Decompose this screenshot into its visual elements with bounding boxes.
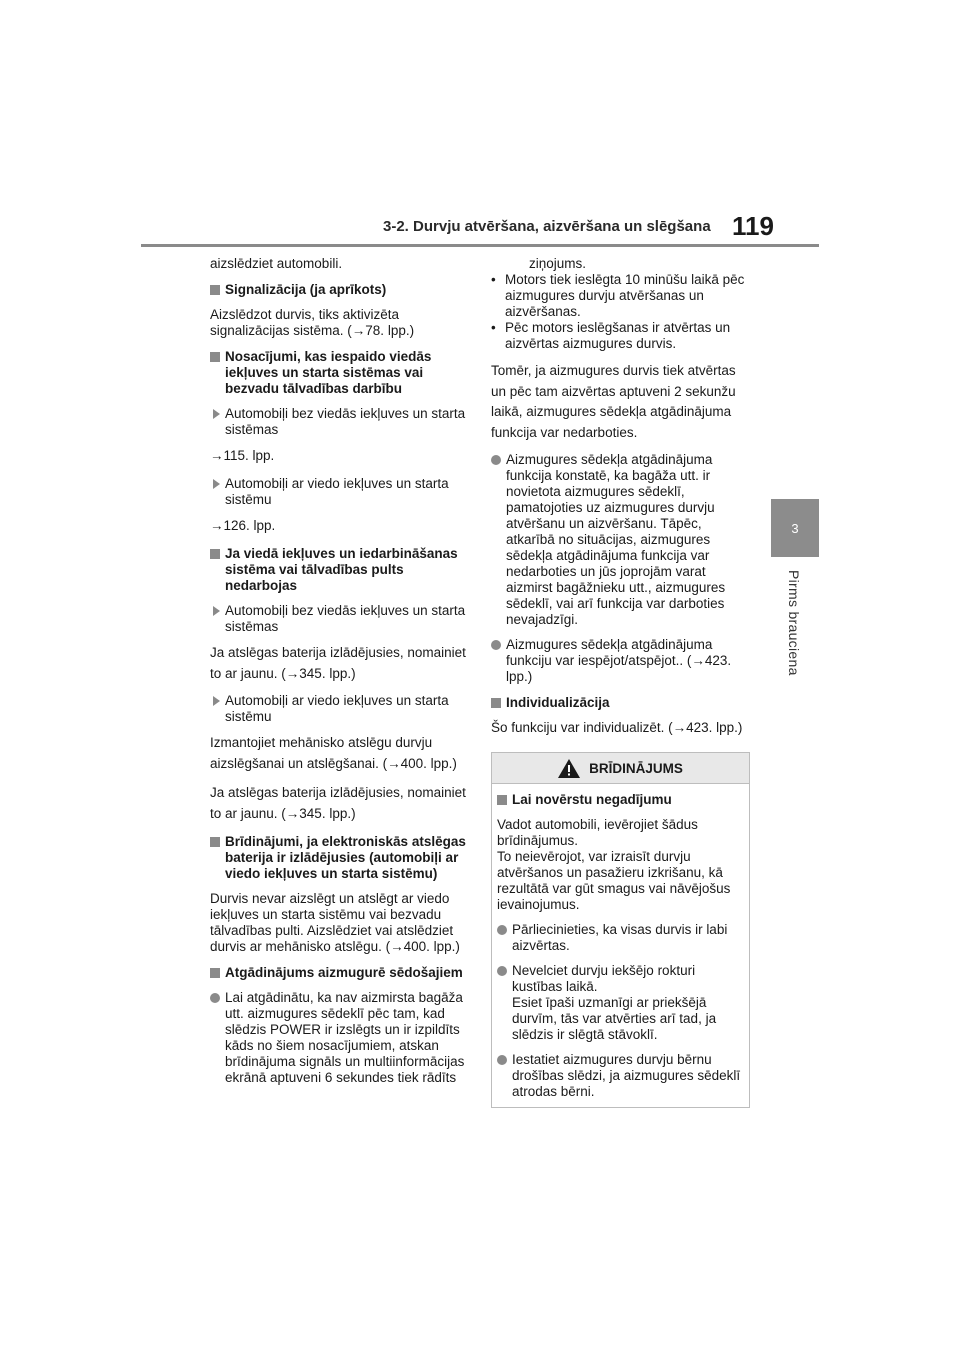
circle-bullet-icon xyxy=(497,925,507,935)
left-column xyxy=(210,256,472,1095)
circle-bullet-icon xyxy=(497,966,507,976)
heading-signalization: Signalizācija (ja aprīkots) xyxy=(210,282,472,298)
conditions-item-no-smart: Automobiļi bez viedās iekļuves un starta sistēmas xyxy=(210,406,472,438)
signalization-text: Aizslēdzot durvis, tiks aktivizēta signalizācijas sistēma. (→78. lpp.) xyxy=(210,307,415,338)
not-working-item-smart: Automobiļi ar viedo iekļuves un starta sistēmu xyxy=(210,693,472,725)
warning-item-child-lock: Iestatiet aizmugures durvju bērnu drošības slēdzi, ja aizmugures sēdeklī atrodas bērni. xyxy=(497,1052,745,1100)
reminder-detail-item: Aizmugures sēdekļa atgādinājuma funkcija konstatē, ka bagāža utt. ir novietota aizmugures sēdeklī, pamatojoties uz aizmugures durvju atvēršanu un aizvēršanu. Tāpēc, atkarībā no situācijas, aizmugures sēdekļa atgādinājuma funkcija var nedarboties un jūs joprojām varat aizmirst bagāžnieku utt., aizmugures sēdeklī, vai arī funkcija var darboties nevajadzīgi. xyxy=(491,452,753,628)
page-reference[interactable]: →126. lpp. xyxy=(210,517,276,533)
continuation-text: ziņojums. xyxy=(529,256,587,271)
page-reference[interactable]: →115. lpp. xyxy=(210,448,275,463)
circle-bullet-icon xyxy=(210,993,220,1003)
chapter-tab xyxy=(771,499,819,557)
chapter-number: 3 xyxy=(791,520,799,536)
heading-rear-reminder: Atgādinājums aizmugurē sēdošajiem xyxy=(210,965,472,981)
warning-item-inner-handle: Nevelciet durvju iekšējo rokturi kustības laikā. Esiet īpaši uzmanīgi ar priekšējā durvīm, tās var atvērties arī tad, ja slēdzis ir slēgtā stāvoklī. xyxy=(497,963,745,1043)
triangle-bullet-icon xyxy=(213,479,220,489)
triangle-bullet-icon xyxy=(213,409,220,419)
chapter-title: Pirms brauciena xyxy=(786,570,802,676)
heading-battery-warning: Brīdinājumi, ja elektroniskās atslēgas baterija ir izlādējusies (automobiļi ar viedo iekļuves un starta sistēmu) xyxy=(210,834,472,882)
heading-prevent-accident: Lai novērstu negadījumu xyxy=(497,792,745,808)
square-bullet-icon xyxy=(210,837,220,847)
square-bullet-icon xyxy=(497,795,507,805)
heading-conditions: Nosacījumi, kas iespaido viedās iekļuves un starta sistēmas vai bezvadu tālvadības darbību xyxy=(210,349,472,397)
warning-box xyxy=(491,752,750,1108)
circle-bullet-icon xyxy=(491,640,501,650)
battery-replace-text: Ja atslēgas baterija izlādējusies, nomainiet to ar jaunu. (→345. lpp.) xyxy=(210,645,466,681)
mechanical-key-text: Izmantojiet mehānisko atslēgu durvju aizslēgšanai un atslēgšanai. (→400. lpp.) xyxy=(210,735,457,771)
warning-body xyxy=(492,784,749,1100)
conditions-item-smart: Automobiļi ar viedo iekļuves un starta sistēmu xyxy=(210,476,472,508)
battery-replace-text: Ja atslēgas baterija izlādējusies, nomainiet to ar jaunu. (→345. lpp.) xyxy=(210,785,466,821)
square-bullet-icon xyxy=(210,352,220,362)
page-number: 119 xyxy=(732,211,774,241)
warning-title: BRĪDINĀJUMS xyxy=(589,760,683,776)
battery-warning-text: Durvis nevar aizslēgt un atslēgt ar viedo iekļuves un starta sistēmu vai bezvadu tālvadības pulti. Aizslēdziet vai atslēdziet durvis ar mehānisko atslēgu. (→400. lpp.) xyxy=(210,891,460,954)
square-bullet-icon xyxy=(210,285,220,295)
warning-triangle-icon xyxy=(558,759,580,778)
circle-bullet-icon xyxy=(491,455,501,465)
heading-customization: Individualizācija xyxy=(491,695,753,711)
circle-bullet-icon xyxy=(497,1055,507,1065)
warning-header xyxy=(492,753,749,784)
heading-not-working: Ja viedā iekļuves un iedarbināšanas sistēma vai tālvadības pults nedarbojas xyxy=(210,546,472,594)
square-bullet-icon xyxy=(210,968,220,978)
triangle-bullet-icon xyxy=(213,606,220,616)
square-bullet-icon xyxy=(210,549,220,559)
customization-text: Šo funkciju var individualizēt. (→423. lpp.) xyxy=(491,720,743,735)
condition-bullet: • Motors tiek ieslēgta 10 minūšu laikā pēc aizmugures durvju atvēršanas un aizvēršanas. xyxy=(491,272,745,319)
square-bullet-icon xyxy=(491,698,501,708)
rear-reminder-item: Lai atgādinātu, ka nav aizmirsta bagāža utt. aizmugures sēdeklī pēc tam, kad slēdzis POWER ir izslēgts un ir izpildīts kāds no šiem nosacījumiem, atskan brīdinājuma signāls un multiinformācijas ekrānā aptuveni 6 sekundes tiek rādīts xyxy=(210,990,472,1086)
right-column xyxy=(491,256,753,745)
warning-item-doors-closed: Pārliecinieties, ka visas durvis ir labi aizvērtas. xyxy=(497,922,745,954)
reminder-toggle-item: Aizmugures sēdekļa atgādinājuma funkciju var iespējot/atspējot.. (→423. lpp.) xyxy=(491,637,753,685)
note-text: Tomēr, ja aizmugures durvis tiek atvērtas un pēc tam aizvērtas aptuveni 2 sekunžu laikā, aizmugures sēdekļa atgādinājuma funkcija var nedarboties. xyxy=(491,363,736,440)
condition-bullet: • Pēc motors ieslēgšanas ir atvērtas un aizvērtas aizmugures durvis. xyxy=(491,320,731,351)
triangle-bullet-icon xyxy=(213,696,220,706)
section-title: 3-2. Durvju atvēršana, aizvēršana un slēgšana xyxy=(383,218,711,235)
header-divider xyxy=(141,244,819,247)
intro-text: aizslēdziet automobili. xyxy=(210,256,343,271)
not-working-item-no-smart: Automobiļi bez viedās iekļuves un starta sistēmas xyxy=(210,603,472,635)
warning-intro: Vadot automobili, ievērojiet šādus brīdinājumus. xyxy=(497,817,698,848)
warning-intro-consequence: To neievērojot, var izraisīt durvju atvēršanos un pasažieru izkrišanu, kā rezultātā var gūt smagus vai nāvējošus ievainojumus. xyxy=(497,849,731,912)
